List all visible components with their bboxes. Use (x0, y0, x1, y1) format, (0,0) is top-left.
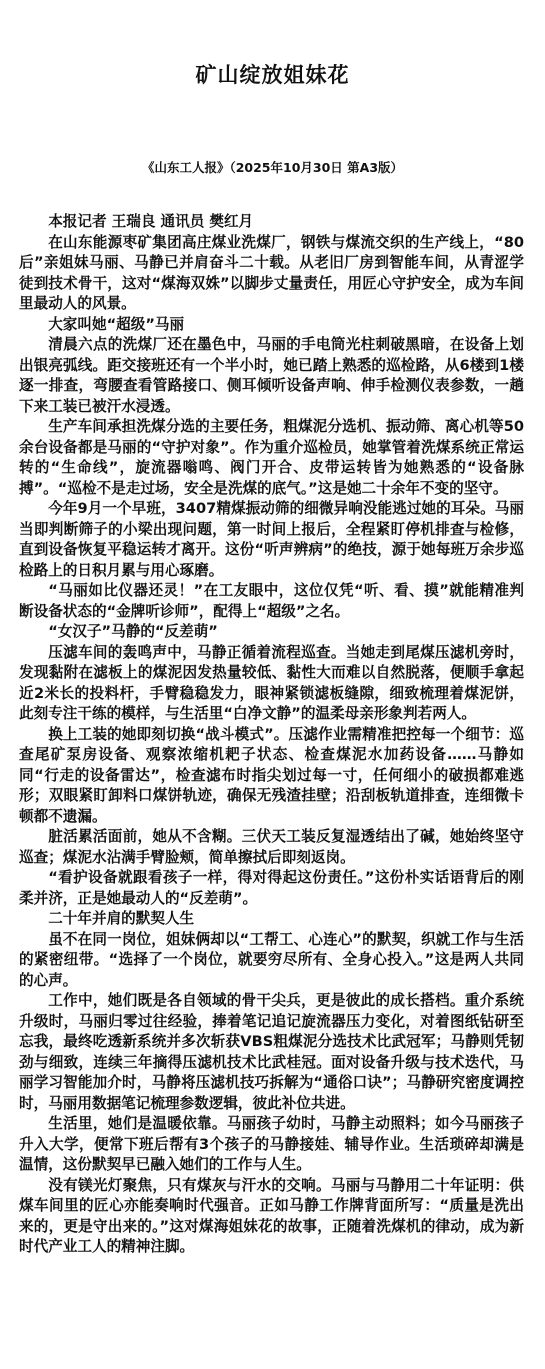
paragraph: 今年9月一个早班，3407精煤振动筛的细微异响没能逃过她的耳朵。马丽当即判断筛子的小梁出现问题，第一时间上报后，全程紧盯停机排查与检修，直到设备恢复平稳运转才离开。这份“听声辨病”的绝技，源于她每班万余步巡检路上的日积月累与用心琢磨。 (19, 500, 524, 579)
paragraph: “看护设备就跟看孩子一样，得对得起这份责任。”这份朴实话语背后的刚柔并济，正是她最动人的“反差萌”。 (19, 869, 524, 907)
paragraph: 压滤车间的轰鸣声中，马静正循着流程巡查。当她走到尾煤压滤机旁时，发现黏附在滤板上的煤泥因发热量较低、黏性大而难以自然脱落，便顺手拿起近2米长的投料杆，手臂稳稳发力，眼神紧锁滤板缝隙，细致梳理着煤泥饼，此刻专注干练的模样，与生活里“白净文静”的温柔母亲形象判若两人。 (19, 643, 524, 722)
paragraph: 虽不在同一岗位，姐妹俩却以“工帮工、心连心”的默契，织就工作与生活的紧密纽带。“选择了一个岗位，就要穷尽所有、全身心投入。”这是两人共同的心声。 (19, 930, 524, 989)
paragraph: 工作中，她们既是各自领域的骨干尖兵，更是彼此的成长搭档。重介系统升级时，马丽归零过往经验，捧着笔记追记旋流器压力变化，对着图纸钻研至忘我，最终吃透新系统并多次斩获VBS粗煤泥分选技术比武冠军；马静则凭韧劲与细致，连续三年摘得压滤机技术比武桂冠。面对设备升级与技术迭代，马丽学习智能加介时，马静将压滤机技巧拆解为“通俗口诀”；马静研究密度调控时，马丽用数据笔记梳理参数逻辑，彼此补位共进。 (19, 992, 524, 1112)
section-heading: “女汉子”马静的“反差萌” (48, 623, 218, 640)
paragraph: 清晨六点的洗煤厂还在墨色中，马丽的手电筒光柱刺破黑暗，在设备上划出银亮弧线。距交接班还有一个半小时，她已踏上熟悉的巡检路，从6楼到1楼逐一排查，弯腰查看管路接口、侧耳倾听设备声响、伸手检测仪表参数，一趟下来工装已被汗水浸透。 (19, 336, 524, 415)
article-source: 《山东工人报》（2025年10月30日 第A3版） (141, 160, 404, 175)
paragraph: 没有镁光灯聚焦，只有煤灰与汗水的交响。马丽与马静用二十年证明：供煤车间里的匠心亦能奏响时代强音。正如马静工作牌背面所写：“质量是洗出来的，更是守出来的。”这对煤海姐妹花的故事，正随着洗煤机的律动，成为新时代产业工人的精神注脚。 (19, 1176, 524, 1255)
article-body (19, 212, 524, 1258)
paragraph: 生产车间承担洗煤分选的主要任务，粗煤泥分选机、振动筛、离心机等50余台设备都是马丽的“守护对象”。作为重介巡检员，她掌管着洗煤系统正常运转的“生命线”，旋流器嗡鸣、阀门开合、皮带运转皆为她熟悉的“设备脉搏”。“巡检不是走过场，安全是洗煤的底气。”这是她二十余年不变的坚守。 (19, 418, 524, 497)
paragraph: 在山东能源枣矿集团高庄煤业洗煤厂，钢铁与煤流交织的生产线上，“80后”亲姐妹马丽、马静已并肩奋斗二十载。从老旧厂房到智能车间，从青涩学徒到技术骨干，这对“煤海双姝”以脚步丈量责任，用匠心守护安全，成为车间里最动人的风景。 (19, 233, 524, 312)
article-title: 矿山绽放姐妹花 (195, 63, 350, 87)
paragraph: 生活里，她们是温暖依靠。马丽孩子幼时，马静主动照料；如今马丽孩子升入大学，便常下班后帮有3个孩子的马静接娃、辅导作业。生活琐碎却满是温情，这份默契早已融入她们的工作与人生。 (19, 1115, 524, 1173)
section-heading: 二十年并肩的默契人生 (48, 910, 195, 927)
section-heading: 大家叫她“超级”马丽 (48, 315, 185, 333)
paragraph: 脏活累活面前，她从不含糊。三伏天工装反复湿透结出了碱，她始终坚守巡查；煤泥水沾满手臂脸颊，简单擦拭后即刻返岗。 (19, 828, 524, 866)
byline: 本报记者 王瑞良 通讯员 樊红月 (48, 213, 254, 230)
paragraph: “马丽如比仪器还灵！”在工友眼中，这位仅凭“听、看、摸”就能精准判断设备状态的“金牌听诊师”，配得上“超级”之名。 (19, 582, 524, 620)
paragraph: 换上工装的她即刻切换“战斗模式”。压滤作业需精准把控每一个细节：巡查尾矿泵房设备、观察浓缩机耙子状态、检查煤泥水加药设备……马静如同“行走的设备雷达”，检查滤布时指尖划过每一寸，任何细小的破损都难逃形；双眼紧盯卸料口煤饼轨迹，确保无残渣挂壁；沿刮板轨道排查，连细微卡顿都不遗漏。 (19, 725, 524, 825)
